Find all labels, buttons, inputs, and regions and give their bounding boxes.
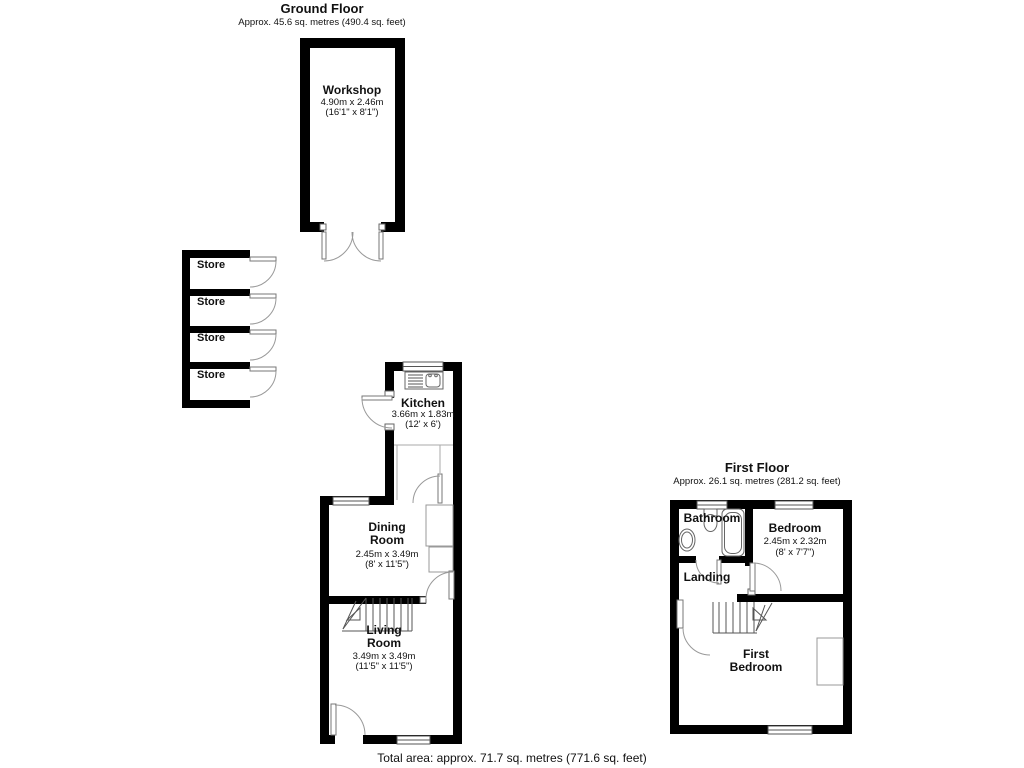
living-label-line1: Living	[366, 623, 402, 637]
living-window	[397, 736, 430, 744]
bedroom-dims-ft: (8' x 7'7")	[775, 547, 815, 558]
workshop-double-door	[320, 224, 385, 261]
wall-recess	[817, 638, 843, 685]
dining-dims-ft: (8' x 11'5")	[365, 559, 409, 570]
dining-label-line2: Room	[370, 533, 404, 547]
bedroom-dims-m: 2.45m x 2.32m	[763, 536, 827, 547]
bathroom-window	[697, 501, 727, 509]
living-dims-ft: (11'5" x 11'5")	[355, 661, 413, 672]
dining-dims-m: 2.45m x 3.49m	[355, 549, 419, 560]
kitchen-dims-m: 3.66m x 1.83m	[391, 409, 455, 420]
kitchen-dims-ft: (12' x 6')	[405, 419, 441, 430]
landing-label: Landing	[683, 570, 731, 584]
total-area-label: Total area: approx. 71.7 sq. metres (771.6 sq. feet)	[377, 751, 647, 765]
workshop-dims-m: 4.90m x 2.46m	[320, 97, 384, 108]
chimney-alcove	[429, 547, 453, 572]
first-bedroom-door	[677, 600, 710, 655]
bedroom-door	[748, 563, 781, 595]
chimney-alcove	[426, 505, 453, 546]
front-door	[331, 704, 365, 735]
first-bedroom-label-line2: Bedroom	[729, 660, 783, 674]
kitchen-sink-counter	[405, 372, 443, 389]
kitchen-door	[362, 391, 394, 430]
store-label-3: Store	[197, 332, 226, 344]
dining-window	[333, 497, 369, 505]
ground-floor-subtitle: Approx. 45.6 sq. metres (490.4 sq. feet)	[238, 17, 406, 28]
first-bedroom-label-line1: First	[742, 647, 770, 661]
store-label-4: Store	[197, 369, 226, 381]
store-label-2: Store	[197, 296, 226, 308]
living-dims-m: 3.49m x 3.49m	[352, 651, 416, 662]
kitchen-window	[403, 362, 443, 371]
dining-living-door	[420, 571, 454, 603]
store-block	[182, 250, 276, 408]
ff-staircase	[713, 602, 772, 633]
bedroom-label: Bedroom	[768, 521, 822, 535]
bathroom-sink	[679, 529, 695, 551]
ground-floor-plan	[182, 38, 462, 744]
bedroom-window	[775, 501, 813, 509]
living-label-line2: Room	[367, 636, 401, 650]
store-label-1: Store	[197, 259, 226, 271]
ground-floor-title: Ground Floor	[280, 1, 364, 16]
workshop-label: Workshop	[322, 83, 382, 97]
dining-label-line1: Dining	[368, 520, 406, 534]
first-bedroom-window	[768, 726, 812, 734]
workshop-dims-ft: (16'1" x 8'1")	[325, 107, 379, 118]
first-floor-subtitle: Approx. 26.1 sq. metres (281.2 sq. feet)	[673, 476, 841, 487]
first-floor-title: First Floor	[724, 460, 790, 475]
store-doors	[250, 257, 276, 397]
bathroom-label: Bathroom	[683, 511, 741, 525]
kitchen-label: Kitchen	[400, 396, 446, 410]
workshop-room	[300, 38, 405, 261]
lobby-passage	[394, 445, 453, 503]
